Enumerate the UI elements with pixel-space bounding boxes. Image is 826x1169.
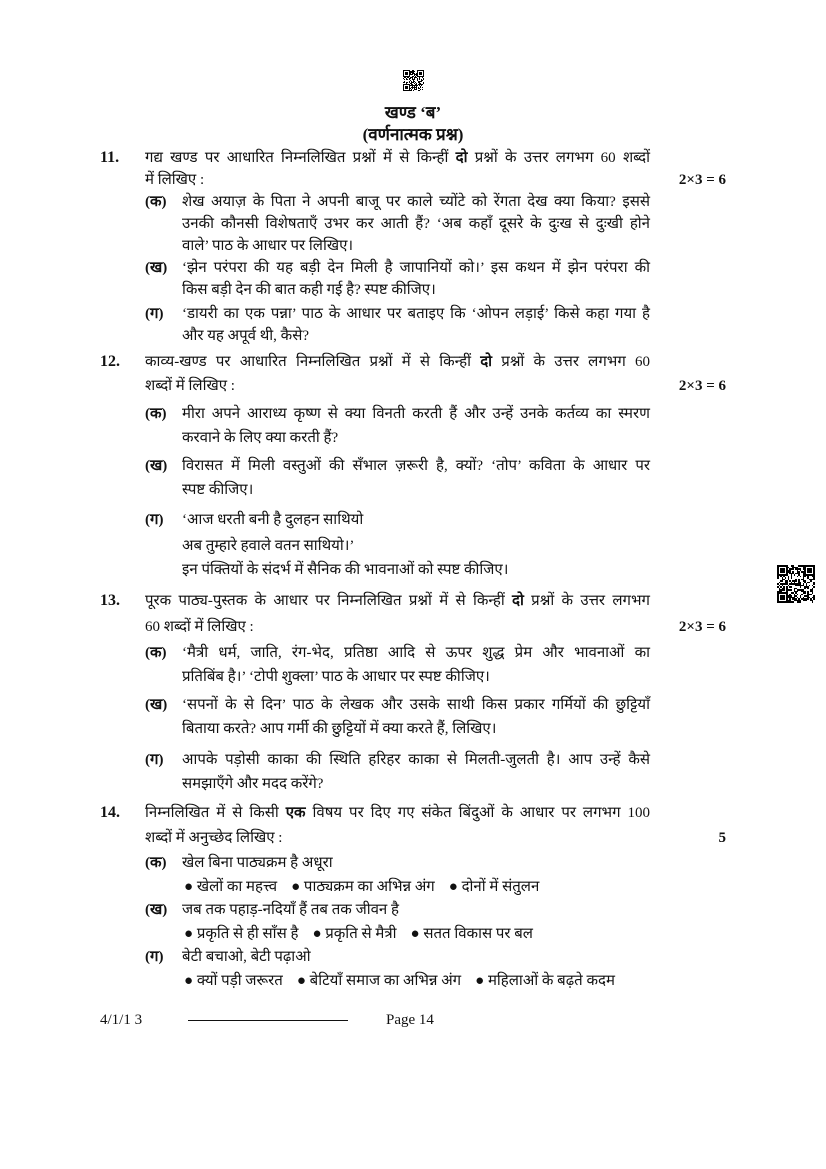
bullet-point: सतत विकास पर बल	[423, 926, 533, 942]
bullet-point: प्रकृति से मैत्री	[325, 926, 397, 942]
bullet-point: महिलाओं के बढ़ते कदम	[487, 973, 615, 989]
bullet-icon: ●	[184, 973, 197, 989]
part-label: (क)	[145, 406, 167, 422]
question-text	[145, 591, 650, 611]
bullet-point: प्रकृति से ही साँस है	[196, 926, 299, 942]
section-title: खण्ड ‘ब’	[384, 103, 442, 122]
part-text: शेख अयाज़ के पिता ने अपनी बाजू पर काले च्योंटे को रेंगता देख क्या किया? इससे	[182, 194, 650, 210]
topic-bullets	[184, 877, 553, 897]
part-text: करवाने के लिए क्या करती हैं?	[182, 430, 339, 446]
text-segment: प्रश्नों के उत्तर लगभग 60 शब्दों	[467, 150, 650, 166]
part-text: ‘आज धरती बनी है दुलहन साथियो	[182, 512, 364, 528]
qr-code-side	[777, 565, 815, 603]
bullet-icon: ●	[296, 973, 310, 989]
part-text: ‘झेन परंपरा की यह बड़ी देन मिली है जापानियों को।’ इस कथन में झेन परंपरा की	[182, 260, 650, 276]
bullet-icon: ●	[410, 926, 424, 942]
bullet-point: क्यों पड़ी जरूरत	[196, 973, 283, 989]
topic-title: खेल बिना पाठ्यक्रम है अधूरा	[182, 855, 333, 871]
part-label: (क)	[145, 645, 167, 661]
emphasis-text: दो	[512, 593, 524, 609]
part-text: स्पष्ट कीजिए।	[182, 482, 254, 498]
part-text: किस बड़ी देन की बात कही गई है? स्पष्ट कीजिए।	[182, 282, 436, 298]
part-label: (ख)	[145, 458, 168, 474]
question-text	[145, 148, 650, 168]
question-number: 14.	[100, 804, 120, 821]
part-text: ‘डायरी का एक पन्ना’ पाठ के आधार पर बताइए कि ‘ओपन लड़ाई’ किसे कहा गया है	[182, 306, 650, 322]
part-label: (ग)	[145, 306, 164, 322]
part-text: मीरा अपने आराध्य कृष्ण से क्या विनती करती हैं और उन्हें उनके कर्तव्य का स्मरण	[182, 406, 650, 422]
footer-rule	[188, 1020, 348, 1021]
part-text: ‘सपनों के से दिन’ पाठ के लेखक और उसके साथी किस प्रकार गर्मियों की छुट्टियाँ	[182, 697, 650, 713]
bullet-icon: ●	[291, 879, 304, 895]
topic-title: बेटी बचाओ, बेटी पढ़ाओ	[182, 949, 311, 965]
text-segment: प्रश्नों के उत्तर लगभग 60	[492, 354, 650, 370]
question-text	[145, 803, 650, 823]
bullet-point: दोनों में संतुलन	[461, 879, 540, 895]
part-text: विरासत में मिली वस्तुओं की सँभाल ज़रूरी है, क्यों? ‘तोप’ कविता के आधार पर	[182, 458, 650, 474]
part-label: (ग)	[145, 752, 164, 768]
part-text: अब तुम्हारे हवाले वतन साथियो।’	[182, 538, 355, 554]
question-text: शब्दों में अनुच्छेद लिखिए :	[145, 830, 283, 846]
bullet-icon: ●	[184, 879, 197, 895]
part-label: (ख)	[145, 902, 168, 918]
bullet-icon: ●	[475, 973, 488, 989]
bullet-point: बेटियाँ समाज का अभिन्न अंग	[309, 973, 462, 989]
section-subtitle: (वर्णनात्मक प्रश्न)	[362, 125, 464, 144]
question-text: 60 शब्दों में लिखिए :	[145, 619, 254, 635]
text-segment: निम्नलिखित में से किसी	[145, 805, 286, 821]
marks: 2×3 = 6	[678, 172, 726, 188]
paper-code: 4/1/1 3	[100, 1012, 143, 1028]
bullet-icon: ●	[448, 879, 462, 895]
part-text: आपके पड़ोसी काका की स्थिति हरिहर काका से मिलती-जुलती है। आप उन्हें कैसे	[182, 752, 650, 768]
bullet-icon: ●	[184, 926, 197, 942]
marks: 5	[718, 830, 726, 846]
bullet-point: खेलों का महत्त्व	[196, 879, 278, 895]
part-text: प्रतिबिंब है।’ ‘टोपी शुक्ला’ पाठ के आधार पर स्पष्ट कीजिए।	[182, 669, 490, 685]
part-label: (ग)	[145, 949, 164, 965]
question-number: 13.	[100, 592, 120, 609]
bullet-point: पाठ्यक्रम का अभिन्न अंग	[303, 879, 435, 895]
part-label: (ग)	[145, 512, 164, 528]
text-segment: गद्य खण्ड पर आधारित निम्नलिखित प्रश्नों में से किन्हीं	[145, 150, 456, 166]
part-label: (क)	[145, 194, 167, 210]
part-text: ‘मैत्री धर्म, जाति, रंग-भेद, प्रतिष्ठा आदि से ऊपर शुद्ध प्रेम और भावनाओं का	[182, 645, 650, 661]
emphasis-text: एक	[285, 805, 306, 821]
part-text: उनकी कौनसी विशेषताएँ उभर कर आती हैं? ‘अब कहाँ दूसरे के दुःख से दुःखी होने	[182, 216, 650, 232]
question-text: में लिखिए :	[145, 172, 205, 188]
text-segment: प्रश्नों के उत्तर लगभग	[523, 593, 650, 609]
part-label: (ख)	[145, 697, 168, 713]
topic-bullets	[184, 924, 547, 944]
emphasis-text: दो	[455, 150, 468, 166]
question-number: 12.	[100, 353, 120, 370]
part-text: बिताया करते? आप गर्मी की छुट्टियों में क्या करते हैं, लिखिए।	[182, 721, 497, 737]
part-label: (क)	[145, 855, 167, 871]
bullet-icon: ●	[312, 926, 326, 942]
qr-code-top	[403, 70, 424, 91]
question-text	[145, 352, 650, 372]
part-label: (ख)	[145, 260, 168, 276]
emphasis-text: दो	[480, 354, 493, 370]
marks: 2×3 = 6	[678, 619, 726, 635]
part-text: और यह अपूर्व थी, कैसे?	[182, 328, 310, 344]
part-text: इन पंक्तियों के संदर्भ में सैनिक की भावनाओं को स्पष्ट कीजिए।	[182, 562, 509, 578]
question-number: 11.	[100, 149, 120, 166]
text-segment: विषय पर दिए गए संकेत बिंदुओं के आधार पर लगभग 100	[305, 805, 650, 821]
text-segment: काव्य-खण्ड पर आधारित निम्नलिखित प्रश्नों में से किन्हीं	[145, 354, 481, 370]
question-text: शब्दों में लिखिए :	[145, 378, 235, 394]
part-text: समझाएँगे और मदद करेंगे?	[182, 776, 324, 792]
page-number: Page 14	[386, 1012, 434, 1028]
topic-title: जब तक पहाड़-नदियाँ हैं तब तक जीवन है	[182, 902, 399, 918]
text-segment: पूरक पाठ्य-पुस्तक के आधार पर निम्नलिखित प्रश्नों में से किन्हीं	[145, 593, 513, 609]
part-text: वाले’ पाठ के आधार पर लिखिए।	[182, 238, 354, 254]
topic-bullets	[184, 971, 629, 991]
marks: 2×3 = 6	[678, 378, 726, 394]
